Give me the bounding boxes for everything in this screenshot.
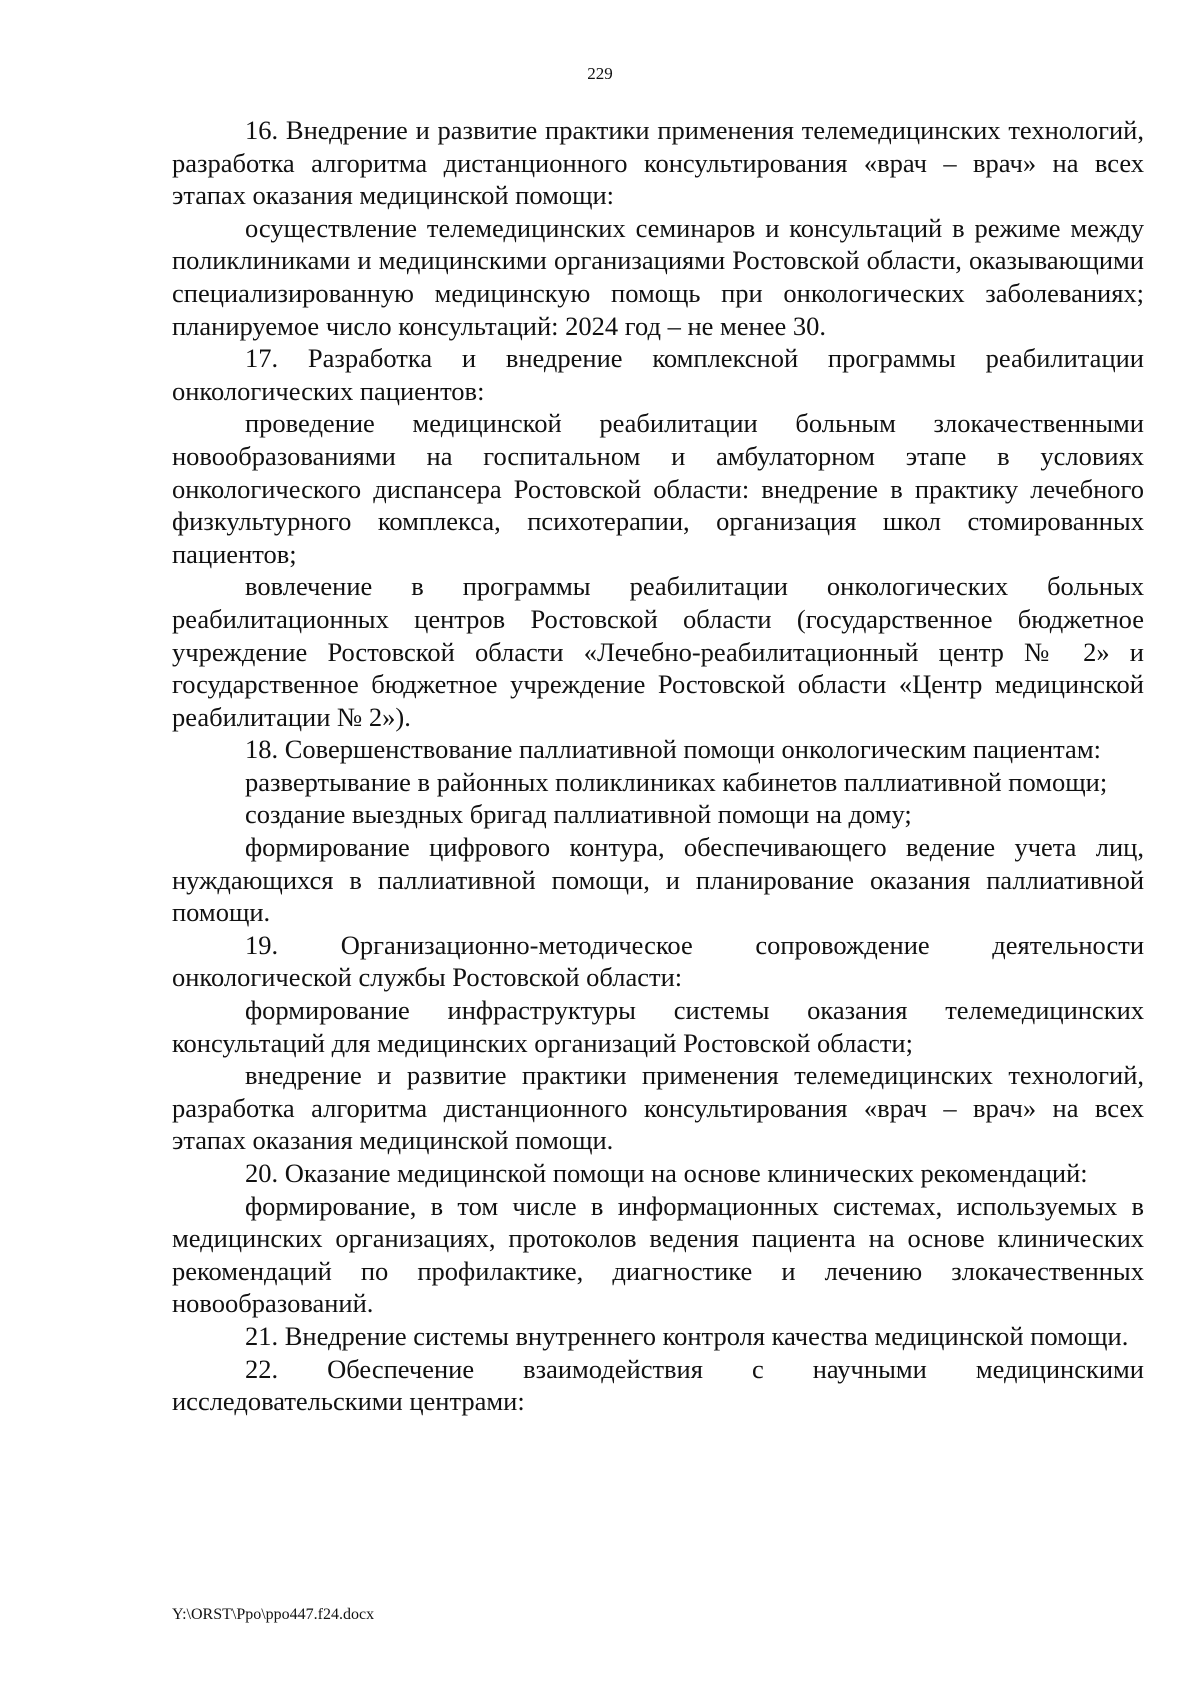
paragraph-rehabilitation-centers: вовлечение в программы реабилитации онкологических больных реабилитационных центров Ростовской области (государственное бюджетное учреждение Ростовской области «Лечебно-реабилитационный центр № 2» и государственное бюджетное учреждение Ростовской области «Центр медицинской реабилитации № 2»). — [172, 571, 1144, 732]
paragraph-item-18: 18. Совершенствование паллиативной помощи онкологическим пациентам: — [245, 734, 1101, 765]
paragraph-palliative-offices: развертывание в районных поликлиниках кабинетов паллиативной помощи; — [245, 766, 1108, 797]
paragraph-item-19: 19. Организационно-методическое сопровождение деятельности онкологической службы Ростовской области: — [172, 929, 1144, 993]
paragraph-item-16: 16. Внедрение и развитие практики применения телемедицинских технологий, разработка алгоритма дистанционного консультирования «врач – врач» на всех этапах оказания медицинской помощи: — [172, 115, 1144, 211]
paragraph-clinical-protocols: формирование, в том числе в информационных системах, используемых в медицинских организациях, протоколов ведения пациента на основе клинических рекомендаций по профилактике, диагностике и лечению злокачественных новообразований. — [172, 1190, 1144, 1319]
paragraph-item-21: 21. Внедрение системы внутреннего контроля качества медицинской помощи. — [245, 1320, 1129, 1351]
footer-file-path: Y:\ORST\Ppo\ppo447.f24.docx — [172, 1606, 375, 1623]
paragraph-telemedicine-infrastructure: формирование инфраструктуры системы оказания телемедицинских консультаций для медицинских организаций Ростовской области; — [172, 995, 1144, 1058]
page-number: 229 — [587, 64, 613, 83]
paragraph-item-20: 20. Оказание медицинской помощи на основе клинических рекомендаций: — [245, 1158, 1088, 1188]
document-body — [172, 114, 1144, 1418]
paragraph-digital-circuit: формирование цифрового контура, обеспечивающего ведение учета лиц, нуждающихся в паллиативной помощи, и планирование оказания паллиативной помощи. — [172, 832, 1144, 928]
paragraph-mobile-teams: создание выездных бригад паллиативной помощи на дому; — [245, 799, 912, 830]
paragraph-telemedicine-practice: внедрение и развитие практики применения телемедицинских технологий, разработка алгоритма дистанционного консультирования «врач – врач» на всех этапах оказания медицинской помощи. — [172, 1060, 1144, 1156]
paragraph-medical-rehabilitation: проведение медицинской реабилитации больным злокачественными новообразованиями на госпитальном и амбулаторном этапе в условиях онкологического диспансера Ростовской области: внедрение в практику лечебного физкультурного комплекса, психотерапии, организация школ стомированных пациентов; — [172, 408, 1144, 569]
paragraph-item-22: 22. Обеспечение взаимодействия с научными медицинскими исследовательскими центрами: — [172, 1353, 1144, 1417]
paragraph-item-17: 17. Разработка и внедрение комплексной программы реабилитации онкологических пациентов: — [172, 343, 1144, 406]
paragraph-telemedicine-seminars: осуществление телемедицинских семинаров и консультаций в режиме между поликлиниками и медицинскими организациями Ростовской области, оказывающими специализированную медицинскую помощь при онкологических заболеваниях; планируемое число консультаций: 2024 год – не менее 30. — [172, 212, 1144, 341]
